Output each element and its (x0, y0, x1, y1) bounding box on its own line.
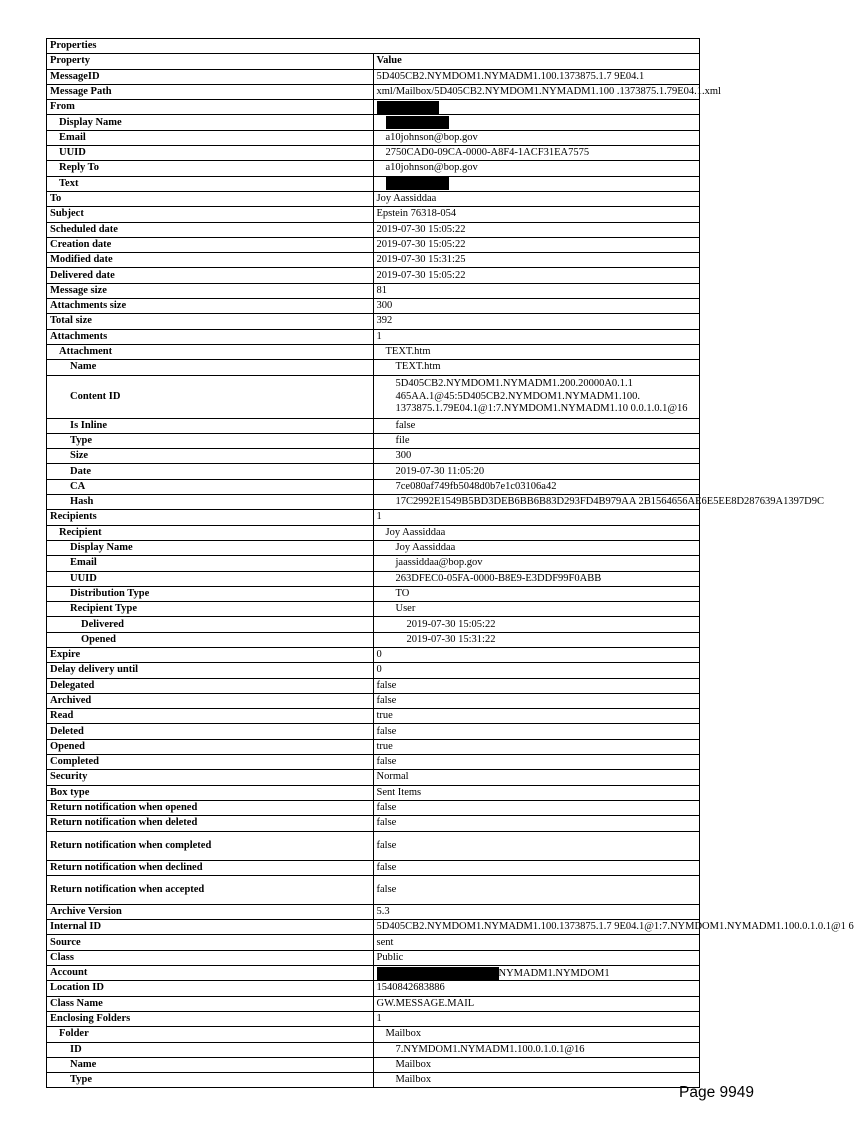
row-label: UUID (47, 571, 374, 586)
row-value (373, 966, 700, 981)
row-value: 2019-07-30 15:05:22 (373, 617, 700, 632)
account-value: NYMADM1.NYMDOM1 (498, 967, 610, 979)
table-row (47, 678, 700, 693)
row-label: Display Name (47, 115, 374, 130)
row-label: Completed (47, 755, 374, 770)
row-value: sent (373, 935, 700, 950)
row-value: false (373, 831, 700, 860)
table-header-row (47, 54, 700, 69)
row-label: Enclosing Folders (47, 1011, 374, 1026)
row-label: Recipient Type (47, 602, 374, 617)
row-value: 0 (373, 663, 700, 678)
row-label: Opened (47, 632, 374, 647)
row-value: 5.3 (373, 904, 700, 919)
row-label: Hash (47, 495, 374, 510)
row-value: 2019-07-30 11:05:20 (373, 464, 700, 479)
row-label: MessageID (47, 69, 374, 84)
table-row (47, 525, 700, 540)
row-value: TO (373, 586, 700, 601)
table-row (47, 69, 700, 84)
row-value: TEXT.htm (373, 360, 700, 375)
row-value: false (373, 800, 700, 815)
row-label: Read (47, 709, 374, 724)
row-label: Delegated (47, 678, 374, 693)
properties-table (46, 38, 854, 1088)
row-value: Mailbox (373, 1057, 700, 1072)
row-label: ID (47, 1042, 374, 1057)
table-row (47, 176, 700, 191)
row-label: Date (47, 464, 374, 479)
page-number: Page 9949 (679, 1084, 754, 1101)
row-label: Message Path (47, 84, 374, 99)
row-label: Reply To (47, 161, 374, 176)
row-value: 2019-07-30 15:31:22 (373, 632, 700, 647)
row-label: Text (47, 176, 374, 191)
row-value: false (373, 678, 700, 693)
row-label: Is Inline (47, 418, 374, 433)
row-value: TEXT.htm (373, 344, 700, 359)
row-label: UUID (47, 146, 374, 161)
row-value: 300 (373, 449, 700, 464)
row-value: a10johnson@bop.gov (373, 130, 700, 145)
row-value: Joy Aassiddaa (373, 525, 700, 540)
row-label: From (47, 100, 374, 115)
content-id-line: 1373875.1.79E04.1@1:7.NYMDOM1.NYMADM1.10 0.0.1.0.1@16 (395, 402, 688, 414)
row-value (373, 375, 700, 418)
row-label: Archived (47, 693, 374, 708)
row-label: Attachment (47, 344, 374, 359)
table-row (47, 816, 700, 831)
table-row (47, 1027, 700, 1042)
content-id-line: 465AA.1@45:5D405CB2.NYMDOM1.NYMADM1.100. (395, 390, 640, 402)
table-row (47, 222, 700, 237)
row-label: Expire (47, 647, 374, 662)
row-value: a10johnson@bop.gov (373, 161, 700, 176)
row-label: Email (47, 556, 374, 571)
row-value: 300 (373, 299, 700, 314)
row-label: CA (47, 479, 374, 494)
redaction-box (386, 177, 449, 190)
row-value: 1 (373, 510, 700, 525)
row-value: false (373, 693, 700, 708)
row-label: Internal ID (47, 920, 374, 935)
row-value: 5D405CB2.NYMDOM1.NYMADM1.100.1373875.1.7 9E04.1@1:7.NYMDOM1.NYMADM1.100.0.1.0.1@1 6 (373, 920, 700, 935)
table-row (47, 996, 700, 1011)
table-row (47, 253, 700, 268)
row-label: Location ID (47, 981, 374, 996)
redaction-box (377, 967, 499, 980)
row-label: Creation date (47, 237, 374, 252)
table-row (47, 207, 700, 222)
table-row (47, 510, 700, 525)
table-row (47, 449, 700, 464)
row-value: Joy Aassiddaa (373, 191, 700, 206)
table-row (47, 602, 700, 617)
row-label: Content ID (47, 375, 374, 418)
row-value: 81 (373, 283, 700, 298)
table-row (47, 237, 700, 252)
row-label: Class (47, 950, 374, 965)
table-row (47, 299, 700, 314)
table-row (47, 375, 700, 418)
row-label: Attachments size (47, 299, 374, 314)
row-value (373, 100, 700, 115)
table-row (47, 617, 700, 632)
redaction-box (386, 116, 449, 129)
row-value (373, 115, 700, 130)
table-row (47, 663, 700, 678)
row-value: 7ce080af749fb5048d0b7e1c03106a42 (373, 479, 700, 494)
row-value: 1 (373, 329, 700, 344)
row-value: file (373, 433, 700, 448)
row-label: Delivered (47, 617, 374, 632)
row-value: Mailbox (373, 1027, 700, 1042)
row-label: Modified date (47, 253, 374, 268)
table-row (47, 904, 700, 919)
row-value: 2019-07-30 15:05:22 (373, 222, 700, 237)
row-label: Opened (47, 739, 374, 754)
table-row (47, 935, 700, 950)
table-row (47, 84, 700, 99)
row-label: Size (47, 449, 374, 464)
table-row (47, 647, 700, 662)
row-label: To (47, 191, 374, 206)
table-row (47, 1011, 700, 1026)
table-row (47, 632, 700, 647)
row-value: Normal (373, 770, 700, 785)
row-value: GW.MESSAGE.MAIL (373, 996, 700, 1011)
table-row (47, 755, 700, 770)
table-row (47, 770, 700, 785)
table-row (47, 920, 700, 935)
header-property: Property (47, 54, 374, 69)
row-label: Recipient (47, 525, 374, 540)
row-label: Account (47, 966, 374, 981)
row-label: Type (47, 433, 374, 448)
row-value: 2019-07-30 15:05:22 (373, 237, 700, 252)
row-label: Deleted (47, 724, 374, 739)
row-value: Sent Items (373, 785, 700, 800)
row-label: Distribution Type (47, 586, 374, 601)
row-value: false (373, 816, 700, 831)
row-label: Name (47, 1057, 374, 1072)
table-row (47, 800, 700, 815)
table-row (47, 1057, 700, 1072)
table-row (47, 586, 700, 601)
row-value: xml/Mailbox/5D405CB2.NYMDOM1.NYMADM1.100 .1373875.1.79E04.1.xml (373, 84, 700, 99)
table-title: Properties (47, 39, 700, 54)
row-label: Source (47, 935, 374, 950)
table-row (47, 875, 700, 904)
row-value: 2019-07-30 15:05:22 (373, 268, 700, 283)
row-value: true (373, 709, 700, 724)
row-value: 17C2992E1549B5BD3DEB6BB6B83D293FD4B979AA 2B1564656AE6E5EE8D287639A1397D9C (373, 495, 700, 510)
row-label: Scheduled date (47, 222, 374, 237)
row-label: Return notification when completed (47, 831, 374, 860)
row-value: 392 (373, 314, 700, 329)
row-label: Class Name (47, 996, 374, 1011)
row-value: User (373, 602, 700, 617)
row-value: Joy Aassiddaa (373, 540, 700, 555)
row-label: Attachments (47, 329, 374, 344)
table-row (47, 146, 700, 161)
row-value: 263DFEC0-05FA-0000-B8E9-E3DDF99F0ABB (373, 571, 700, 586)
row-value: 1540842683886 (373, 981, 700, 996)
row-value: false (373, 418, 700, 433)
row-value: 0 (373, 647, 700, 662)
table-row (47, 966, 700, 981)
redaction-box (377, 101, 439, 114)
row-value: jaassiddaa@bop.gov (373, 556, 700, 571)
table-row (47, 556, 700, 571)
row-label: Delivered date (47, 268, 374, 283)
row-value: Epstein 76318-054 (373, 207, 700, 222)
table-title-row (47, 39, 700, 54)
row-value: false (373, 875, 700, 904)
table-row (47, 724, 700, 739)
table-row (47, 1073, 700, 1088)
table-row (47, 1042, 700, 1057)
table-row (47, 709, 700, 724)
table-row (47, 950, 700, 965)
content-id-line: 5D405CB2.NYMDOM1.NYMADM1.200.20000A0.1.1 (395, 378, 633, 390)
row-label: Return notification when deleted (47, 816, 374, 831)
table-row (47, 433, 700, 448)
table-row (47, 130, 700, 145)
row-value: 2019-07-30 15:31:25 (373, 253, 700, 268)
row-label: Name (47, 360, 374, 375)
table-row (47, 344, 700, 359)
table-row (47, 540, 700, 555)
table-row (47, 360, 700, 375)
row-value: 7.NYMDOM1.NYMADM1.100.0.1.0.1@16 (373, 1042, 700, 1057)
row-value: Mailbox (373, 1073, 700, 1088)
table-row (47, 418, 700, 433)
row-value: 5D405CB2.NYMDOM1.NYMADM1.100.1373875.1.7 9E04.1 (373, 69, 700, 84)
table-row (47, 191, 700, 206)
row-value: 1 (373, 1011, 700, 1026)
row-label: Recipients (47, 510, 374, 525)
table-row (47, 981, 700, 996)
table-row (47, 329, 700, 344)
table-row (47, 831, 700, 860)
row-label: Display Name (47, 540, 374, 555)
row-value: true (373, 739, 700, 754)
row-label: Return notification when opened (47, 800, 374, 815)
table-row (47, 161, 700, 176)
table-row (47, 283, 700, 298)
row-label: Subject (47, 207, 374, 222)
row-value: Public (373, 950, 700, 965)
row-label: Box type (47, 785, 374, 800)
row-value: false (373, 724, 700, 739)
table-row (47, 860, 700, 875)
table-row (47, 571, 700, 586)
table-row (47, 739, 700, 754)
row-label: Email (47, 130, 374, 145)
table-row (47, 464, 700, 479)
row-value: 2750CAD0-09CA-0000-A8F4-1ACF31EA7575 (373, 146, 700, 161)
row-label: Security (47, 770, 374, 785)
row-label: Archive Version (47, 904, 374, 919)
row-label: Return notification when declined (47, 860, 374, 875)
row-label: Return notification when accepted (47, 875, 374, 904)
row-value: false (373, 755, 700, 770)
row-label: Total size (47, 314, 374, 329)
table-row (47, 314, 700, 329)
table-row (47, 115, 700, 130)
header-value: Value (373, 54, 700, 69)
table-row (47, 495, 700, 510)
table-row (47, 100, 700, 115)
table-row (47, 785, 700, 800)
row-label: Delay delivery until (47, 663, 374, 678)
table-row (47, 693, 700, 708)
row-label: Folder (47, 1027, 374, 1042)
row-label: Type (47, 1073, 374, 1088)
row-value (373, 176, 700, 191)
row-label: Message size (47, 283, 374, 298)
table-row (47, 268, 700, 283)
table-row (47, 479, 700, 494)
row-value: false (373, 860, 700, 875)
